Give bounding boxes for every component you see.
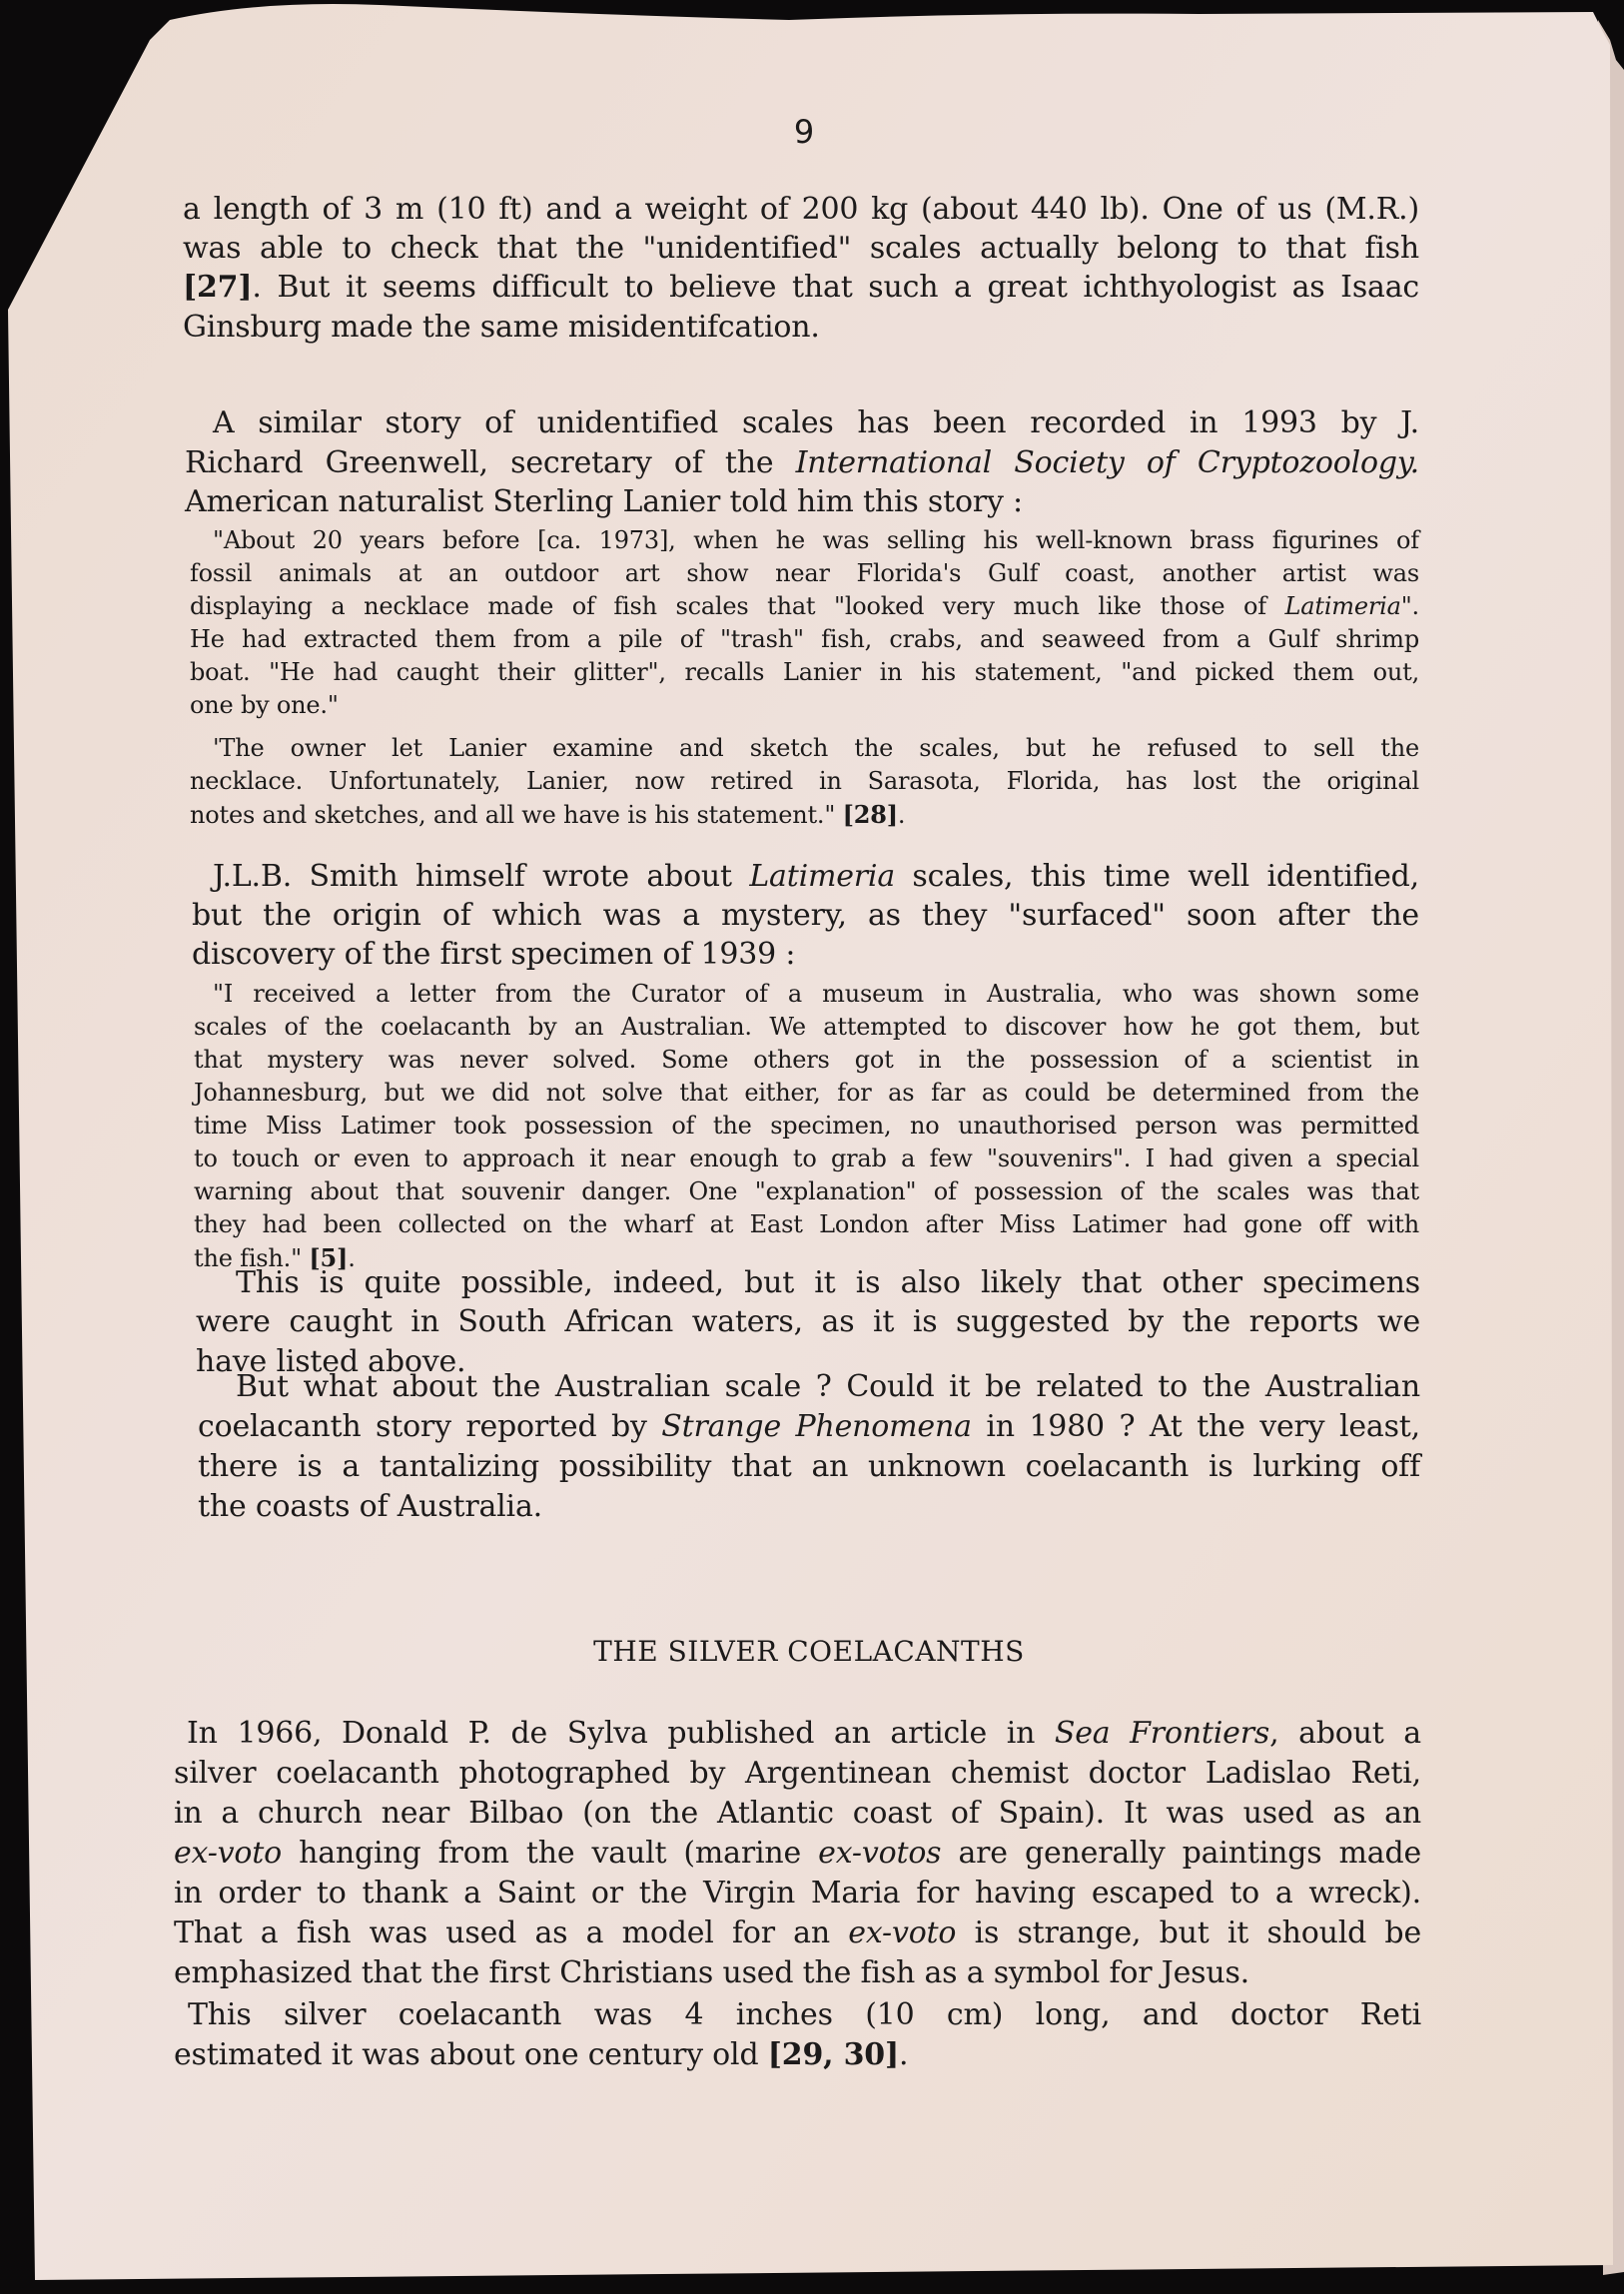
quote-1-line: "About 20 years before [ca. 1973], when he was selling his well-known brass figurines of (213, 526, 1419, 554)
italic-society-name: International Society of Cryptozoology. (795, 445, 1419, 480)
paragraph-3-line: discovery of the first specimen of 1939 : (192, 937, 796, 972)
paragraph-1-line: a length of 3 m (10 ft) and a weight of 200 kg (about 440 lb). One of us (M.R.) (183, 192, 1419, 227)
quote-1-line: fossil animals at an outdoor art show near Florida's Gulf coast, another artist was (190, 559, 1419, 587)
paragraph-5-line: the coasts of Australia. (198, 1489, 542, 1524)
citation-ref: [28] (842, 800, 898, 829)
paragraph-2-line: Richard Greenwell, secretary of the International Society of Cryptozoology. (185, 445, 1419, 480)
citation-ref: [5] (309, 1243, 349, 1272)
paragraph-4-line: were caught in South African waters, as it is suggested by the reports we (196, 1304, 1420, 1339)
paragraph-6-line: That a fish was used as a model for an ex-voto is strange, but it should be (174, 1915, 1421, 1950)
paragraph-3-line: J.L.B. Smith himself wrote about Latimeria scales, this time well identified, (213, 859, 1419, 894)
paragraph-5-line: coelacanth story reported by Strange Phenomena in 1980 ? At the very least, (198, 1409, 1420, 1444)
quote-1-line: boat. "He had caught their glitter", recalls Lanier in his statement, "and picked them out, (190, 658, 1419, 686)
quote-3-line: they had been collected on the wharf at East London after Miss Latimer had gone off with (194, 1210, 1419, 1238)
paragraph-6-line: emphasized that the first Christians used the fish as a symbol for Jesus. (174, 1955, 1249, 1990)
quote-1-line: one by one." (190, 691, 339, 719)
citation-ref: [27] (183, 270, 253, 305)
paragraph-6-line: ex-voto hanging from the vault (marine ex-votos are generally paintings made (174, 1836, 1422, 1871)
paragraph-6-line: silver coelacanth photographed by Argentinean chemist doctor Ladislao Reti, (174, 1756, 1421, 1791)
paragraph-2-line: A similar story of unidentified scales has been recorded in 1993 by J. (213, 405, 1419, 440)
quote-3-line: Johannesburg, but we did not solve that either, for as far as could be determined from the (194, 1079, 1419, 1107)
paragraph-4-line: This is quite possible, indeed, but it is also likely that other specimens (236, 1265, 1420, 1300)
quote-3-line: warning about that souvenir danger. One "explanation" of possession of the scales was that (194, 1177, 1419, 1205)
paragraph-1-line: Ginsburg made the same misidentifcation. (183, 310, 820, 345)
quote-1-line: He had extracted them from a pile of "trash" fish, crabs, and seaweed from a Gulf shrimp (190, 625, 1419, 653)
paragraph-5-line: there is a tantalizing possibility that an unknown coelacanth is lurking off (198, 1449, 1420, 1484)
quote-3-line: "I received a letter from the Curator of a museum in Australia, who was shown some (213, 980, 1419, 1008)
paragraph-6-line: in order to thank a Saint or the Virgin Maria for having escaped to a wreck). (174, 1876, 1421, 1911)
quote-3-line: scales of the coelacanth by an Australian. We attempted to discover how he got them, but (194, 1013, 1419, 1041)
section-heading: THE SILVER COELACANTHS (593, 1635, 1025, 1668)
quote-3-line: the fish." [5]. (194, 1243, 356, 1272)
quote-1-line: displaying a necklace made of fish scales that "looked very much like those of Latimeria". (190, 592, 1419, 620)
paragraph-5-line: But what about the Australian scale ? Could it be related to the Australian (236, 1369, 1420, 1404)
paragraph-4-line: have listed above. (196, 1344, 466, 1379)
paragraph-2-line: American naturalist Sterling Lanier told him this story : (185, 484, 1023, 519)
paragraph-7-line: estimated it was about one century old [29, 30]. (174, 2037, 909, 2072)
paragraph-6-line: in a church near Bilbao (on the Atlantic coast of Spain). It was used as an (174, 1796, 1421, 1831)
paragraph-6-line: In 1966, Donald P. de Sylva published an article in Sea Frontiers, about a (187, 1716, 1421, 1751)
paragraph-1-line: [27]. But it seems difficult to believe that such a great ichthyologist as Isaac (183, 270, 1419, 305)
quote-3-line: to touch or even to approach it near enough to grab a few "souvenirs". I had given a special (194, 1145, 1419, 1172)
citation-ref: [29, 30] (767, 2037, 899, 2072)
quote-3-line: that mystery was never solved. Some others got in the possession of a scientist in (194, 1046, 1419, 1074)
quote-2-line: necklace. Unfortunately, Lanier, now retired in Sarasota, Florida, has lost the original (190, 767, 1419, 795)
page-number: 9 (793, 113, 815, 151)
paragraph-7-line: This silver coelacanth was 4 inches (10 cm) long, and doctor Reti (188, 1997, 1421, 2032)
quote-2-line: 'The owner let Lanier examine and sketch the scales, but he refused to sell the (213, 734, 1419, 762)
quote-2-line: notes and sketches, and all we have is his statement." [28]. (190, 800, 906, 829)
quote-3-line: time Miss Latimer took possession of the specimen, no unauthorised person was permitted (194, 1112, 1419, 1140)
paragraph-3-line: but the origin of which was a mystery, as they "surfaced" soon after the (192, 898, 1419, 933)
paragraph-1-line: was able to check that the "unidentified" scales actually belong to that fish (183, 231, 1419, 266)
